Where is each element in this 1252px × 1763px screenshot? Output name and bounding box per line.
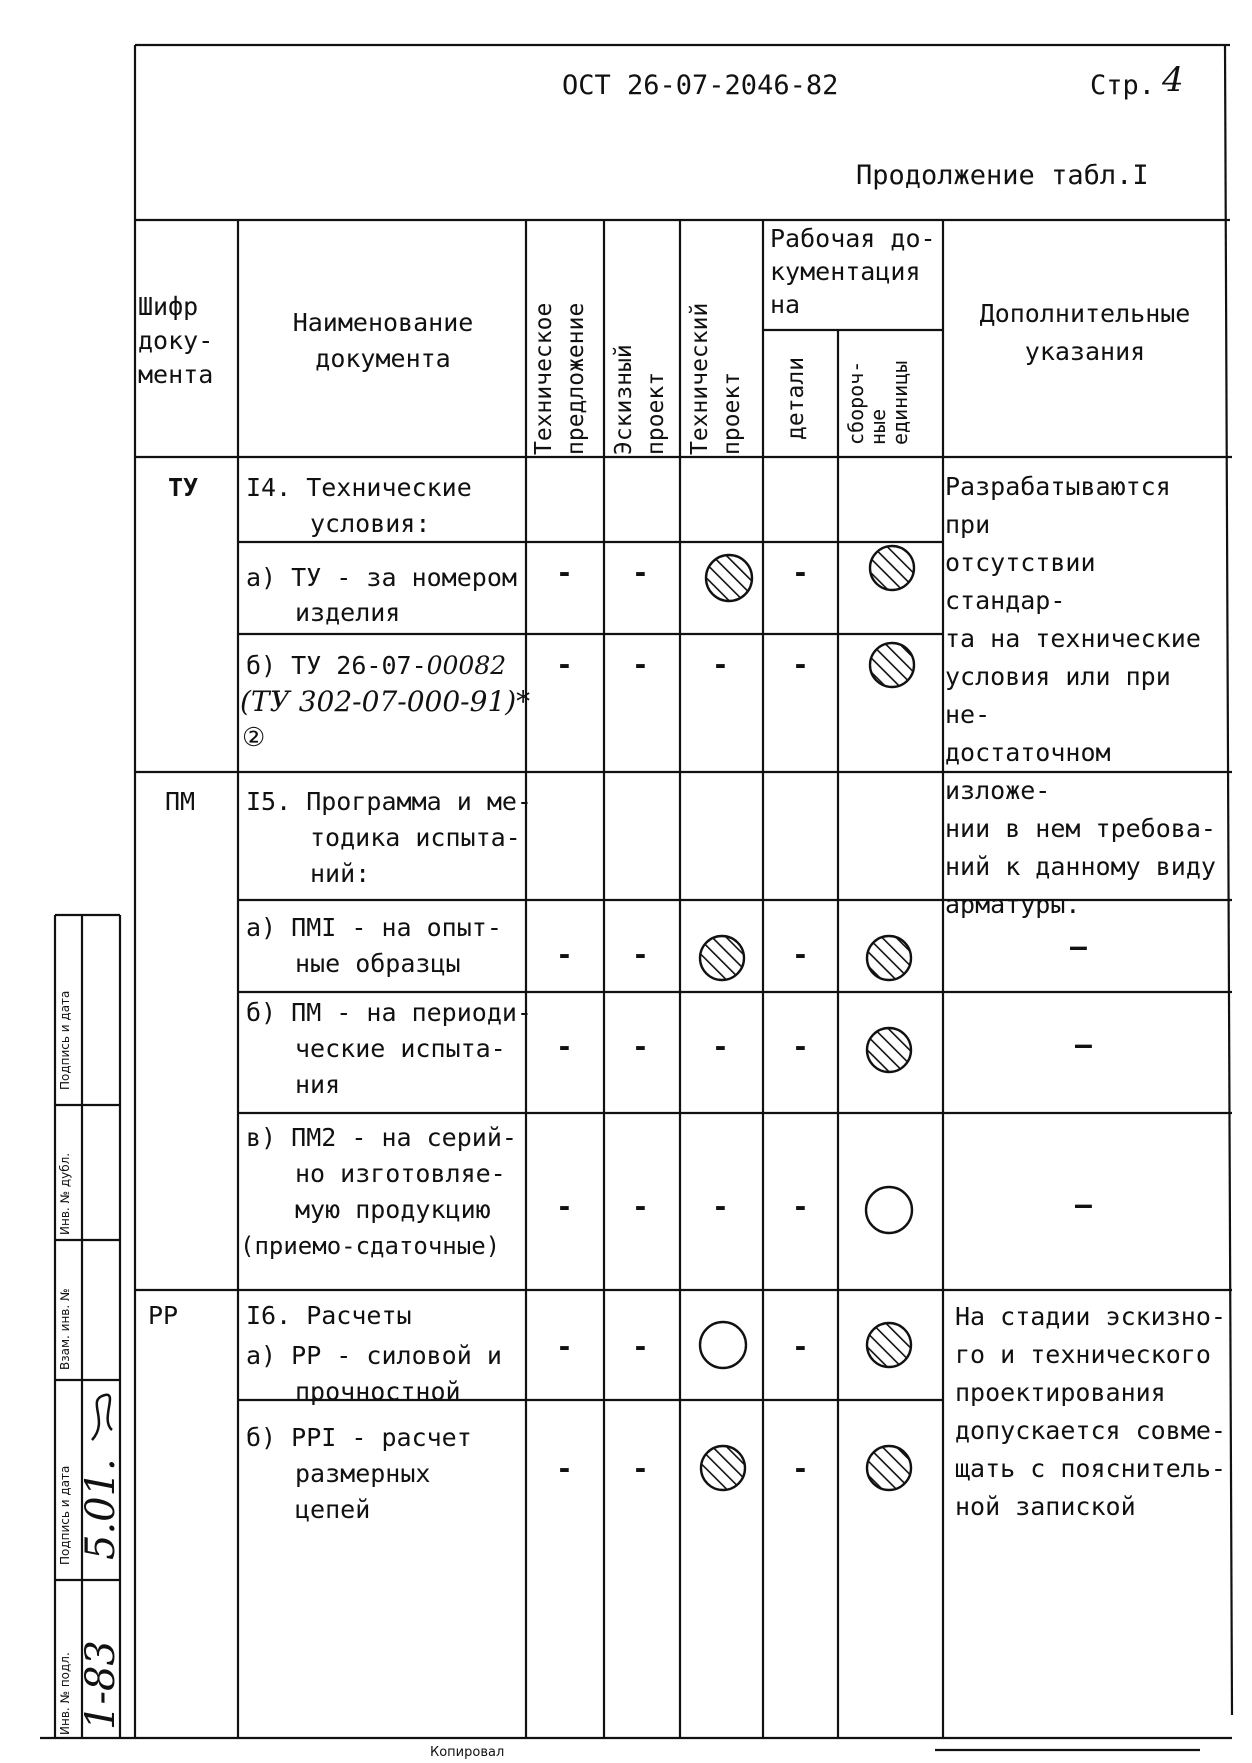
tu-a-2: изделия [295,598,401,627]
tu-title-2: условия: [310,509,431,538]
rr-b-1: б) РРI - расчет [246,1423,472,1452]
footer-copied: Копировал [430,1745,505,1760]
cell-dash: - [632,938,649,971]
tu-b-1: б) ТУ 26-07-00082 [246,651,507,680]
cell-dash: - [632,556,649,589]
page-number: 4 [1162,60,1184,100]
tu-a-1: а) ТУ - за номером [246,563,517,592]
cell-dash: - [632,648,649,681]
tu-note: Разрабатываются при отсутствии стандар- та на технические условия или при не- достаточном изложе- нии в нем требова- ний к данному виду арматуры. [945,472,1216,919]
col-header-assemblies: сбороч- ные единицы [844,360,912,445]
pm-b-1: б) ПМ - на периоди- [246,998,532,1027]
margin-date: 5.01. [78,1458,124,1560]
pm-b-3: ния [295,1070,341,1099]
cell-dash: — [1070,930,1087,963]
pm-title-1: I5. Программа и ме- [246,787,532,816]
margin-inv-number: 1-83 [78,1640,124,1730]
cell-dash: - [556,1452,573,1485]
cell-dash: — [1075,1028,1092,1061]
cell-dash: - [632,1452,649,1485]
section-code-pm: ПМ [165,787,196,816]
col-header-notes: Дополнительные указания [979,299,1191,366]
tu-b-3: ② [242,723,266,753]
cell-dash: - [556,648,573,681]
rr-a-2: прочностной [295,1377,461,1406]
standard-number: ОСТ 26-07-2046-82 [562,70,839,101]
margin-label-sign-date-1: Подпись и дата [58,1465,72,1565]
rr-note: На стадии эскизно- го и технического проектирования допускается совме- щать с пояснитель- ной запиской [955,1302,1226,1521]
margin-label-inv-orig: Инв. № подл. [58,1652,72,1735]
cell-dash: - [792,648,809,681]
section-code-tu: ТУ [168,473,199,502]
col-header-code: Шифр доку- мента [138,292,214,389]
cell-dash: — [1075,1188,1092,1221]
pm-a-1: а) ПМI - на опыт- [246,913,502,942]
cell-dash: - [556,938,573,971]
pm-b-2: ческие испыта- [295,1034,506,1063]
cell-dash: - [556,556,573,589]
pm-c-2: но изготовляе- [295,1159,506,1188]
tu-title-1: I4. Технические [246,473,472,502]
rr-title: I6. Расчеты [246,1301,412,1330]
cell-dash: - [712,648,729,681]
pm-a-2: ные образцы [295,949,461,978]
cell-dash: - [792,1030,809,1063]
pm-c-1: в) ПМ2 - на серий- [246,1123,517,1152]
pm-title-2: тодика испыта- [310,823,521,852]
cell-dash: - [632,1330,649,1363]
rr-b-3: цепей [295,1495,371,1524]
page-label: Стр. [1090,70,1156,101]
margin-label-inv-dup: Инв. № дубл. [58,1152,72,1235]
margin-label-replace-inv: Взам. инв. № [58,1288,72,1370]
cell-dash: - [792,1190,809,1223]
tu-b-2: (ТУ 302-07-000-91)* [240,685,531,718]
col-header-sketch: Эскизный проект [611,344,669,455]
section-code-rr: РР [148,1301,179,1330]
col-header-parts: детали [783,356,809,440]
cell-dash: - [556,1030,573,1063]
cell-dash: - [632,1030,649,1063]
rr-a-1: а) РР - силовой и [246,1341,502,1370]
cell-dash: - [792,556,809,589]
cell-dash: - [792,1452,809,1485]
pm-title-3: ний: [310,859,371,888]
cell-dash: - [632,1190,649,1223]
cell-dash: - [792,938,809,971]
col-header-tech-proposal: Техническое предложение [531,302,589,455]
cell-dash: - [556,1190,573,1223]
rr-b-2: размерных [295,1459,431,1488]
col-header-tech-project: Технический проект [687,302,745,455]
col-header-name: Наименование документа [292,308,474,373]
pm-c-4: (приемо-сдаточные) [240,1232,501,1260]
cell-dash: - [792,1330,809,1363]
table-continuation: Продолжение табл.I [856,160,1149,191]
cell-dash: - [712,1190,729,1223]
pm-c-3: мую продукцию [295,1195,491,1224]
col-header-working-docs: Рабочая до- кументация на [770,224,936,319]
cell-dash: - [712,1030,729,1063]
margin-label-sign-date-2: Подпись и дата [58,990,72,1090]
cell-dash: - [556,1330,573,1363]
